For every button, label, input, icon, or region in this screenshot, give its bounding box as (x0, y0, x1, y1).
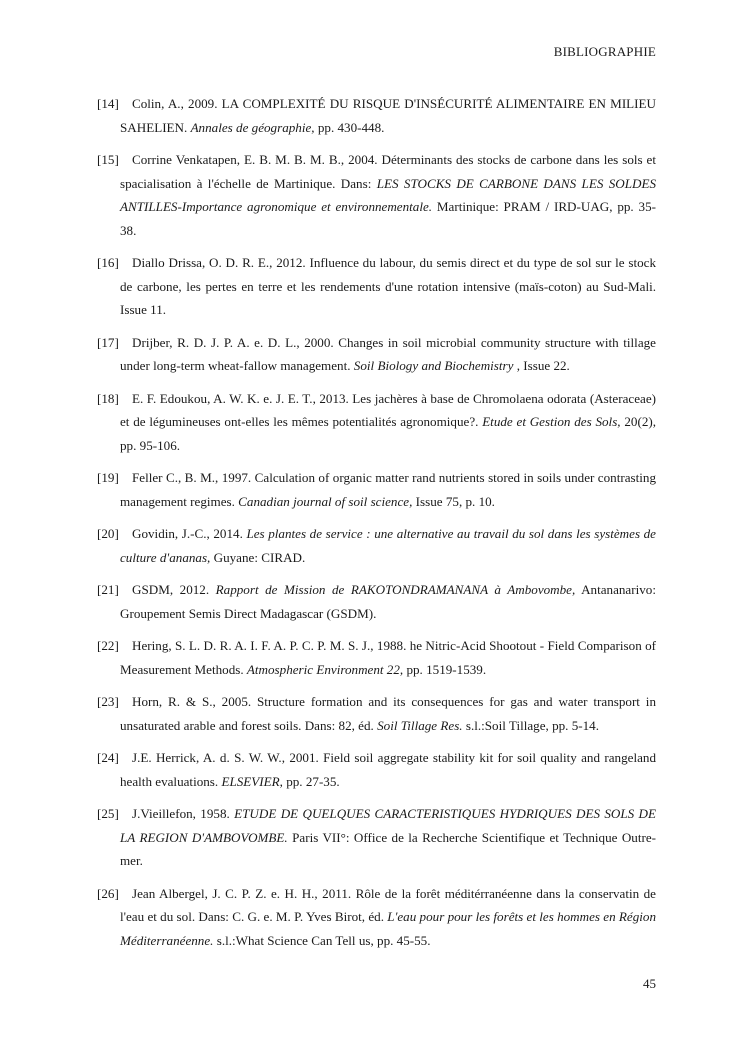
reference-number: [14] (97, 96, 119, 111)
reference-tail: Guyane: CIRAD. (213, 549, 306, 565)
reference-number: [26] (97, 885, 119, 901)
reference-plain: GSDM, 2012. (132, 582, 210, 597)
reference-tail: Martinique: PRAM / IRD-UAG, pp. 35-38. (120, 199, 656, 238)
reference-tail: pp. 1519-1539. (406, 661, 487, 677)
reference-italic: L'eau pour pour les forêts et les hommes en Région Méditerranéenne. (120, 909, 657, 948)
reference-number: [20] (97, 526, 119, 541)
reference-entry (97, 522, 656, 569)
reference-text (120, 806, 656, 868)
reference-plain: Govidin, J.-C., 2014. (132, 526, 243, 541)
reference-tail: s.l.:Soil Tillage, pp. 5-14. (465, 717, 600, 733)
reference-plain: Jean Albergel, J. C. P. Z. e. H. H., 2011. Rôle de la forêt méditérranéenne dans la conservatin de l'eau et du sol. Dans: C. G. e. M. P. Yves Birot, éd. (120, 885, 656, 924)
reference-entry (97, 746, 656, 793)
reference-italic: ETUDE DE QUELQUES CARACTERISTIQUES HYDRIQUES DES SOLS DE LA REGION D'AMBOVOMBE. (120, 806, 656, 845)
reference-number: [24] (97, 750, 119, 765)
reference-plain: Hering, S. L. D. R. A. I. F. A. P. C. P. M. S. J., 1988. he Nitric-Acid Shootout - Field Comparison of Measurement Methods. (120, 638, 656, 677)
reference-plain: Diallo Drissa, O. D. R. E., 2012. Influence du labour, du semis direct et du type de sol sur le stock de carbone, les pertes en terre et les rendements d'une rotation intensive (maïs-coton) au Sud-Mali. Issue 11. (120, 255, 656, 317)
reference-text (120, 750, 656, 789)
reference-tail: Antananarivo: Groupement Semis Direct Madagascar (GSDM). (120, 582, 656, 621)
reference-tail: Paris VII°: Office de la Recherche Scientifique et Technique Outre-mer. (120, 829, 657, 868)
reference-entry (97, 387, 656, 458)
reference-tail: pp. 430-448. (317, 119, 385, 135)
reference-number: [19] (97, 470, 119, 485)
reference-plain: Horn, R. & S., 2005. Structure formation and its consequences for gas and water transport in unsaturated arable and forest soils. Dans: 82, éd. (120, 694, 656, 733)
reference-italic: Etude et Gestion des Sols, (482, 414, 621, 429)
reference-number: [18] (97, 390, 119, 406)
reference-italic: Soil Tillage Res. (377, 717, 463, 733)
reference-italic: Canadian journal of soil science, (238, 493, 413, 509)
reference-plain: Feller C., B. M., 1997. Calculation of organic matter rand nutrients stored in soils under contrasting management regimes. (120, 470, 656, 509)
reference-entry (97, 690, 656, 737)
reference-italic: LES STOCKS DE CARBONE DANS LES SOLDES ANTILLES-Importance agronomique et environnementale. (120, 175, 657, 214)
running-header: BIBLIOGRAPHIE (553, 44, 656, 59)
reference-text (120, 96, 656, 135)
reference-text (120, 886, 656, 948)
reference-entry (97, 578, 656, 625)
reference-list (97, 92, 656, 961)
reference-plain: J.E. Herrick, A. d. S. W. W., 2001. Field soil aggregate stability kit for soil quality and rangeland health evaluations. (120, 750, 656, 789)
reference-number: [22] (97, 638, 119, 653)
reference-italic: ELSEVIER, (221, 773, 283, 789)
reference-number: [25] (97, 806, 119, 821)
reference-entry (97, 634, 656, 681)
reference-tail: Issue 75, p. 10. (415, 493, 495, 509)
reference-italic: Les plantes de service : une alternative au travail du sol dans les systèmes de culture d'ananas, (120, 526, 656, 565)
reference-number: [23] (97, 694, 119, 709)
reference-italic: Annales de géographie, (190, 119, 315, 135)
reference-entry (97, 331, 656, 378)
reference-entry (97, 148, 656, 242)
reference-plain: Drijber, R. D. J. P. A. e. D. L., 2000. Changes in soil microbial community structure with tillage under long-term wheat-fallow management. (120, 334, 656, 373)
reference-entry (97, 466, 656, 513)
reference-text (120, 255, 656, 317)
reference-tail: pp. 27-35. (286, 773, 340, 789)
reference-text (120, 470, 656, 509)
reference-tail: 20(2), pp. 95-106. (120, 414, 656, 453)
reference-plain: Corrine Venkatapen, E. B. M. B. M. B., 2004. Déterminants des stocks de carbone dans les sols et spacialisation à l'échelle de Martinique. Dans: (120, 152, 656, 191)
reference-italic: Rapport de Mission de RAKOTONDRAMANANA à Ambovombe, (215, 582, 576, 597)
reference-entry (97, 92, 656, 139)
reference-entry (97, 802, 656, 873)
reference-number: [15] (97, 152, 119, 167)
reference-plain: E. F. Edoukou, A. W. K. e. J. E. T., 2013. Les jachères à base de Chromolaena odorata (Asteraceae) et de légumineuses ont-elles les mêmes potentialités agronomique?. (120, 390, 656, 429)
reference-plain: Colin, A., 2009. LA COMPLEXITÉ DU RISQUE D'INSÉCURITÉ ALIMENTAIRE EN MILIEU SAHELIEN. (120, 96, 656, 135)
reference-text (120, 582, 656, 621)
page-number: 45 (643, 976, 656, 991)
reference-entry (97, 882, 656, 953)
reference-number: [16] (97, 255, 119, 270)
reference-text (120, 526, 656, 565)
reference-text (120, 152, 656, 238)
reference-tail: s.l.:What Science Can Tell us, pp. 45-55. (216, 932, 431, 948)
reference-text (120, 335, 656, 374)
reference-italic: Soil Biology and Biochemistry (353, 358, 514, 373)
reference-plain: J.Vieillefon, 1958. (132, 806, 230, 821)
reference-number: [17] (97, 334, 119, 350)
reference-italic: Atmospheric Environment 22, (246, 661, 404, 677)
reference-text (120, 638, 656, 677)
reference-entry (97, 251, 656, 322)
reference-number: [21] (97, 582, 119, 597)
reference-text (120, 391, 656, 453)
reference-text (120, 694, 656, 733)
reference-tail: , Issue 22. (516, 358, 570, 373)
